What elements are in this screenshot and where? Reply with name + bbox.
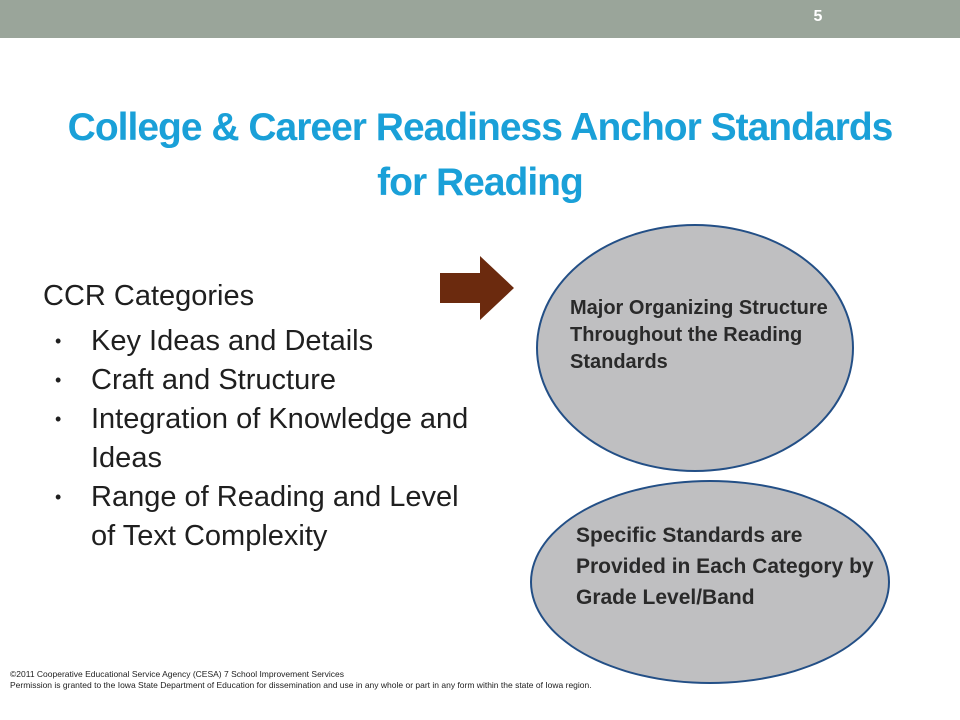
list-item-label: Craft and Structure [91,364,336,396]
list-item [55,400,475,478]
footer-line-1: ©2011 Cooperative Educational Service Agency (CESA) 7 School Improvement Services [10,669,344,679]
list-item-label: Key Ideas and Details [91,325,374,357]
list-item [55,322,475,361]
list-item [55,478,475,556]
slide-number: 5 [813,8,823,25]
ccr-list [55,322,475,556]
top-bar [0,0,960,38]
right-arrow-icon [440,256,514,320]
ccr-heading: CCR Categories [43,280,255,312]
copyright-footer [10,669,750,691]
list-item [55,361,475,400]
organizing-structure-text: Major Organizing Structure Throughout the Reading Standards [570,297,828,373]
slide-title: College & Career Readiness Anchor Standards for Reading [67,106,893,204]
specific-standards-text: Specific Standards are Provided in Each Category by Grade Level/Band [576,524,874,609]
bullet-icon: • [55,331,62,351]
list-item-label: Integration of Knowledge and Ideas [91,403,469,474]
bullet-icon: • [55,487,62,507]
footer-line-2: Permission is granted to the Iowa State Department of Education for dissemination and use in any whole or part in any form within the state of Iowa region. [10,680,592,690]
bullet-icon: • [55,409,62,429]
bullet-icon: • [55,370,62,390]
list-item-label: Range of Reading and Level of Text Complexity [91,481,459,552]
